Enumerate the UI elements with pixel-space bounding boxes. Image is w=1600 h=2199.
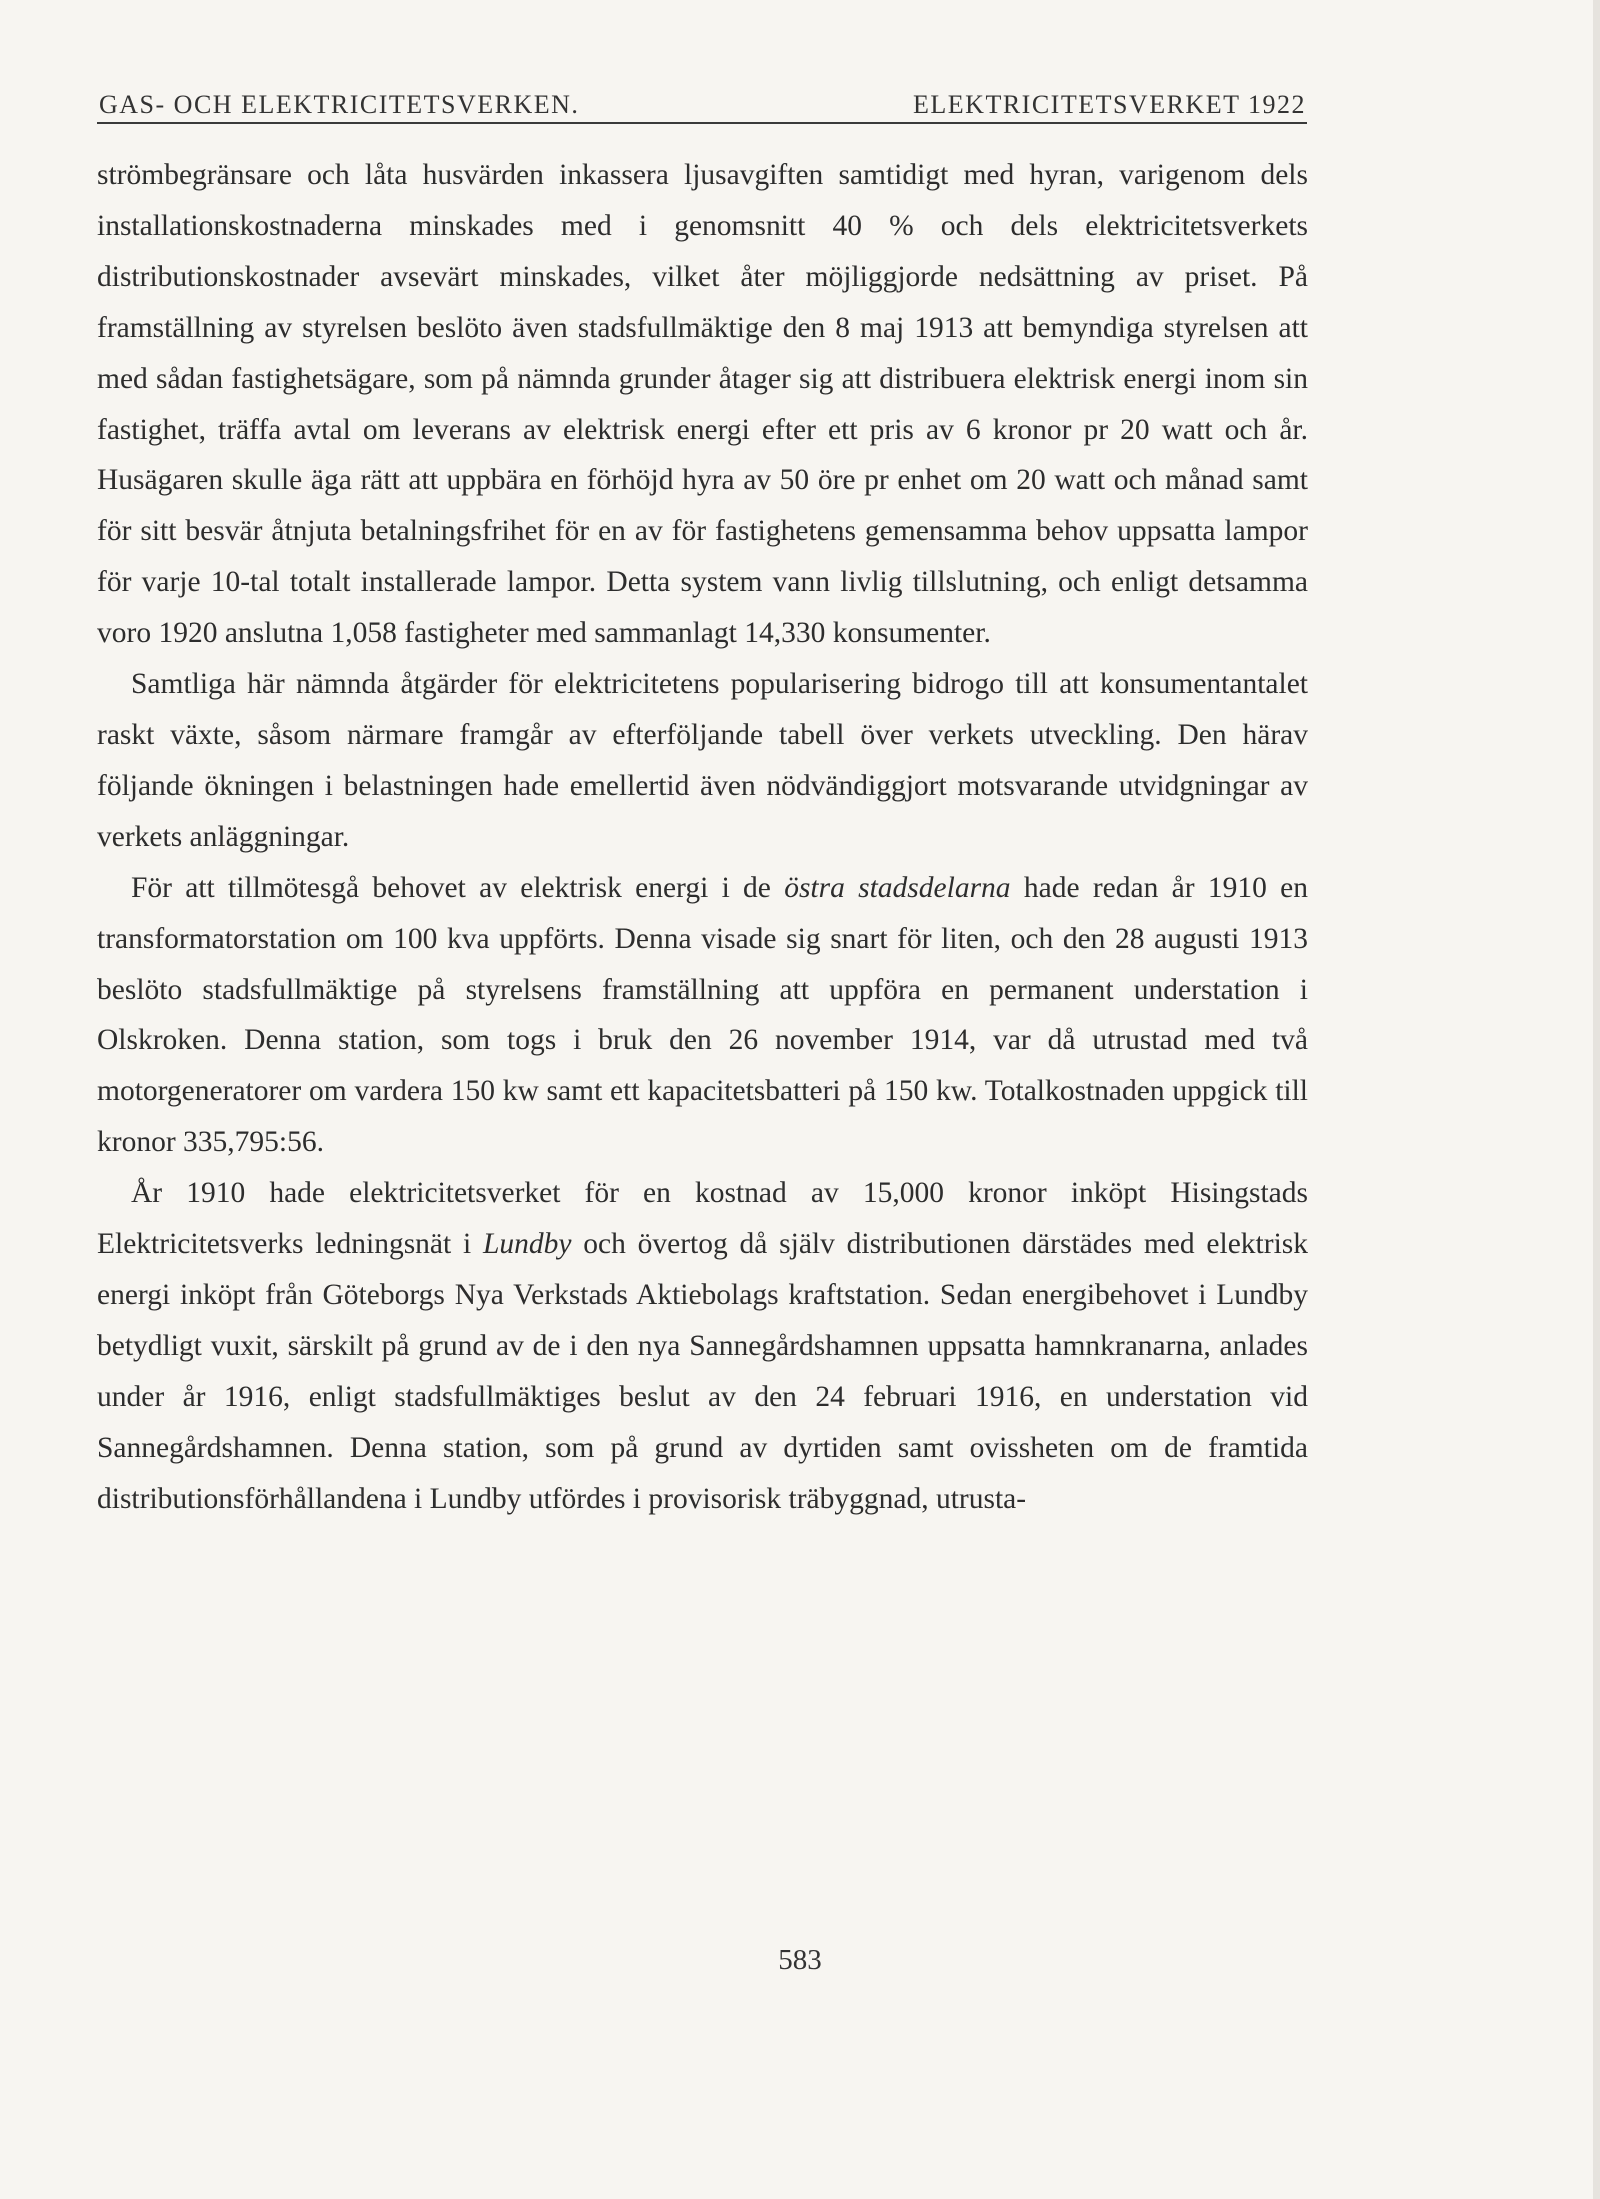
emphasis-lundby: Lundby (482, 1228, 572, 1261)
paragraph-4-part-1: År 1910 hade elektricitetsverket för en kostnad av 15,000 kronor inköpt Hisingstads Elektricitetsverks ledningsnät i (97, 1177, 1308, 1261)
paragraph-3 (97, 863, 1308, 1168)
page-edge (1593, 0, 1600, 2199)
header-right: ELEKTRICITETSVERKET 1922 (913, 90, 1306, 119)
paragraph-2: Samtliga här nämnda åtgärder för elektricitetens popularisering bidrogo till att konsumentantalet raskt växte, såsom närmare framgår av efterföljande tabell över verkets utveckling. Den härav följande ökningen i belastningen hade emellertid även nödvändiggjort motsvarande utvidgningar av verkets anläggningar. (97, 668, 1308, 853)
header-left: GAS- OCH ELEKTRICITETSVERKEN. (99, 90, 580, 119)
page-number: 583 (778, 1944, 822, 1976)
emphasis-ostra-stadsdelarna: östra stadsdelarna (784, 871, 1011, 904)
paragraph-1: strömbegränsare och låta husvärden inkassera ljusavgiften samtidigt med hyran, varigenom dels installationskostnaderna minskades med i genomsnitt 40 % och dels elektricitetsverkets distributionskostnader avsevärt minskades, vilket åter möjliggjorde nedsättning av priset. På framställning av styrelsen beslöto även stadsfullmäktige den 8 maj 1913 att bemyndiga styrelsen att med sådan fastighetsägare, som på nämnda grunder åtager sig att distribuera elektrisk energi inom sin fastighet, träffa avtal om leverans av elektrisk energi efter ett pris av 6 kronor pr 20 watt och år. Husägaren skulle äga rätt att uppbära en förhöjd hyra av 50 öre pr enhet om 20 watt och månad samt för sitt besvär åtnjuta betalningsfrihet för en av för fastighetens gemensamma behov uppsatta lampor för varje 10-tal totalt installerade lampor. Detta system vann livlig tillslutning, och enligt detsamma voro 1920 anslutna 1,058 fastigheter med sammanlagt 14,330 konsumenter. (97, 159, 1308, 650)
paragraph-4-part-2: och övertog då själv distributionen därstädes med elektrisk energi inköpt från Göteborgs Nya Verkstads Aktiebolags kraftstation. Sedan energibehovet i Lundby betydligt vuxit, särskilt på grund av de i den nya Sannegårdshamnen uppsatta hamnkranarna, anlades under år 1916, enligt stadsfullmäktiges beslut av den 24 februari 1916, en understation vid Sannegårdshamnen. Denna station, som på grund av dyrtiden samt ovissheten om de framtida distributionsförhållandena i Lundby utfördes i provisorisk träbyggnad, utrusta- (97, 1228, 1308, 1515)
header-rule (97, 122, 1307, 124)
paragraph-3-part-1: För att tillmötesgå behovet av elektrisk energi i de (131, 871, 785, 904)
running-header (99, 70, 1306, 120)
paragraph-4 (97, 1168, 1308, 1524)
paragraph-3-part-2: hade redan år 1910 en transformatorstation om 100 kva uppförts. Denna visade sig snart för liten, och den 28 augusti 1913 beslöto stadsfullmäktige på styrelsens framställning att uppföra en permanent understation i Olskroken. Denna station, som togs i bruk den 26 november 1914, var då utrustad med två motorgeneratorer om vardera 150 kw samt ett kapacitetsbatteri på 150 kw. Totalkostnaden uppgick till kronor 335,795:56. (97, 871, 1308, 1159)
body-text (97, 150, 1308, 1524)
